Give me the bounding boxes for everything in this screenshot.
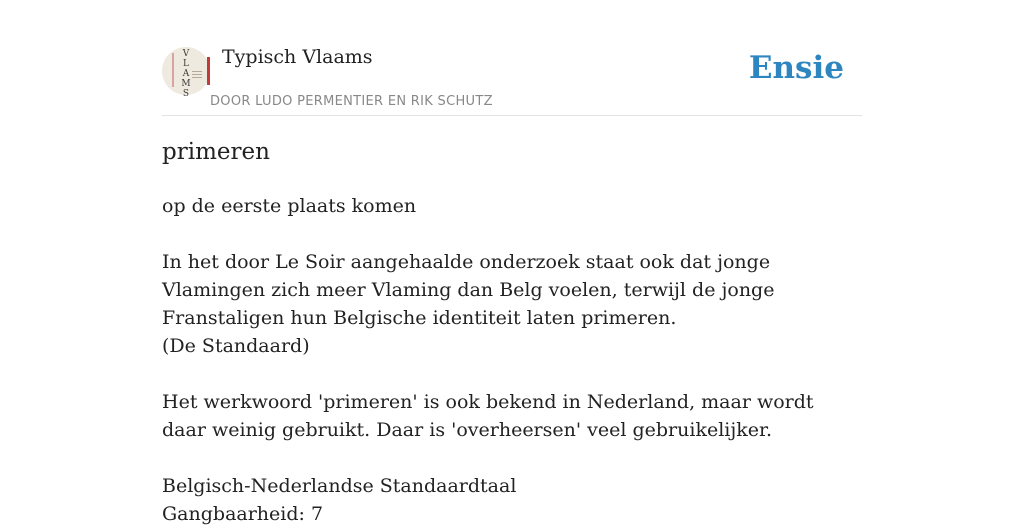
avatar-red-edge [207, 57, 210, 85]
entry-title: primeren [162, 139, 270, 165]
avatar-decoration-lines [192, 71, 202, 80]
entry-note: Het werkwoord 'primeren' is ook bekend in Nederland, maar wordt daar weinig gebruikt. Daar is 'overheersen' veel gebruikelijker. [162, 391, 814, 441]
avatar-decoration [172, 53, 174, 87]
page [162, 0, 862, 525]
entry-body [162, 192, 862, 528]
entry-category: Belgisch-Nederlandse Standaardtaal [162, 475, 517, 497]
entry-example-source: (De Standaard) [162, 335, 310, 357]
brand-logo-link[interactable]: Ensie [748, 50, 844, 86]
blog-title[interactable]: Typisch Vlaams [222, 46, 373, 68]
entry-category-extra: Gangbaarheid: 7 [162, 503, 324, 525]
avatar[interactable] [162, 47, 210, 99]
avatar-logo-letters: V L A M S [181, 49, 191, 99]
entry-definition: op de eerste plaats komen [162, 195, 417, 217]
header [162, 0, 862, 116]
authors-byline: DOOR LUDO PERMENTIER EN RIK SCHUTZ [210, 94, 493, 109]
entry-example: In het door Le Soir aangehaalde onderzoek staat ook dat jonge Vlamingen zich meer Vlaming dan Belg voelen, terwijl de jonge Franstaligen hun Belgische identiteit laten primeren. [162, 251, 775, 329]
